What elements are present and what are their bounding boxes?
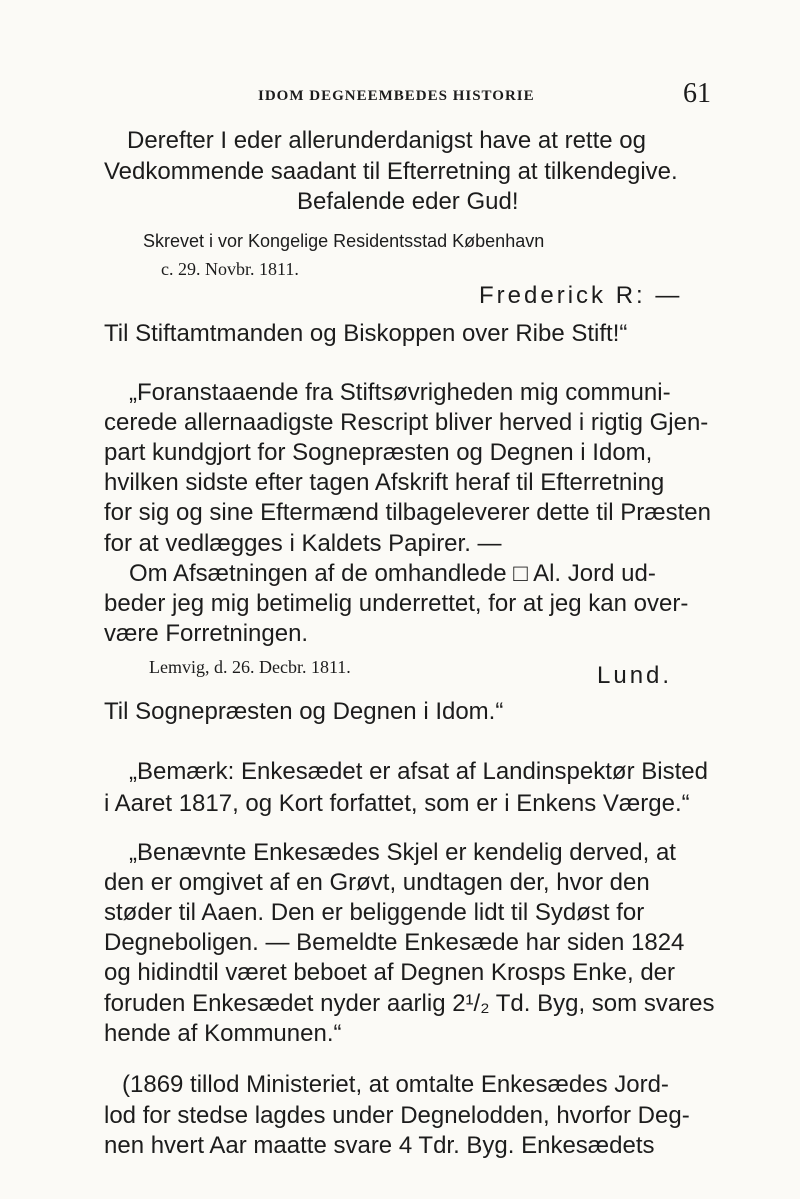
text-line: foruden Enkesædet nyder aarlig 2¹/₂ Td. Byg, som svares — [104, 990, 715, 1017]
text-line: og hidindtil været beboet af Degnen Krosps Enke, der — [104, 959, 676, 986]
text-line: Befalende eder Gud! — [297, 188, 519, 215]
signature-frederick: Frederick R: — — [479, 282, 683, 309]
text-line: part kundgjort for Sognepræsten og Degnen i Idom, — [104, 439, 653, 466]
text-line: „Foranstaaende fra Stiftsøvrigheden mig communi- — [129, 379, 671, 406]
text-line: være Forretningen. — [104, 620, 309, 647]
running-header: IDOM DEGNEEMBEDES HISTORIE — [258, 88, 535, 104]
text-line: Om Afsætningen af de omhandlede □ Al. Jord ud- — [129, 560, 656, 587]
text-line: for at vedlægges i Kaldets Papirer. — — [104, 530, 502, 557]
page-number: 61 — [683, 78, 711, 109]
text-line: hende af Kommunen.“ — [104, 1020, 342, 1047]
text-line: (1869 tillod Ministeriet, at omtalte Enkesædes Jord- — [122, 1071, 669, 1098]
text-line: beder jeg mig betimelig underrettet, for at jeg kan over- — [104, 590, 689, 617]
text-line: Lemvig, d. 26. Decbr. 1811. — [149, 657, 351, 677]
text-line: støder til Aaen. Den er beliggende lidt til Sydøst for — [104, 899, 645, 926]
text-line: Til Sognepræsten og Degnen i Idom.“ — [104, 698, 504, 725]
text-line: c. 29. Novbr. 1811. — [161, 259, 299, 279]
text-line: hvilken sidste efter tagen Afskrift heraf til Efterretning — [104, 469, 665, 496]
text-line: lod for stedse lagdes under Degnelodden, hvorfor Deg- — [104, 1102, 690, 1129]
text-line: Til Stiftamtmanden og Biskoppen over Ribe Stift!“ — [104, 320, 628, 347]
text-line: Vedkommende saadant til Efterretning at tilkendegive. — [104, 158, 678, 185]
text-line: „Bemærk: Enkesædet er afsat af Landinspektør Bisted — [129, 758, 708, 785]
signature-lund: Lund. — [597, 662, 673, 689]
text-line: Degneboligen. — Bemeldte Enkesæde har siden 1824 — [104, 929, 685, 956]
text-line: nen hvert Aar maatte svare 4 Tdr. Byg. Enkesædets — [104, 1132, 655, 1159]
text-line: i Aaret 1817, og Kort forfattet, som er i Enkens Værge.“ — [104, 790, 690, 817]
text-line: den er omgivet af en Grøvt, undtagen der, hvor den — [104, 869, 650, 896]
text-line: „Benævnte Enkesædes Skjel er kendelig derved, at — [129, 839, 676, 866]
text-line: Derefter I eder allerunderdanigst have at rette og — [127, 127, 646, 154]
text-line: Skrevet i vor Kongelige Residentsstad København — [143, 231, 545, 251]
text-line: cerede allernaadigste Rescript bliver herved i rigtig Gjen- — [104, 409, 709, 436]
text-line: for sig og sine Eftermænd tilbageleverer dette til Præsten — [104, 499, 711, 526]
